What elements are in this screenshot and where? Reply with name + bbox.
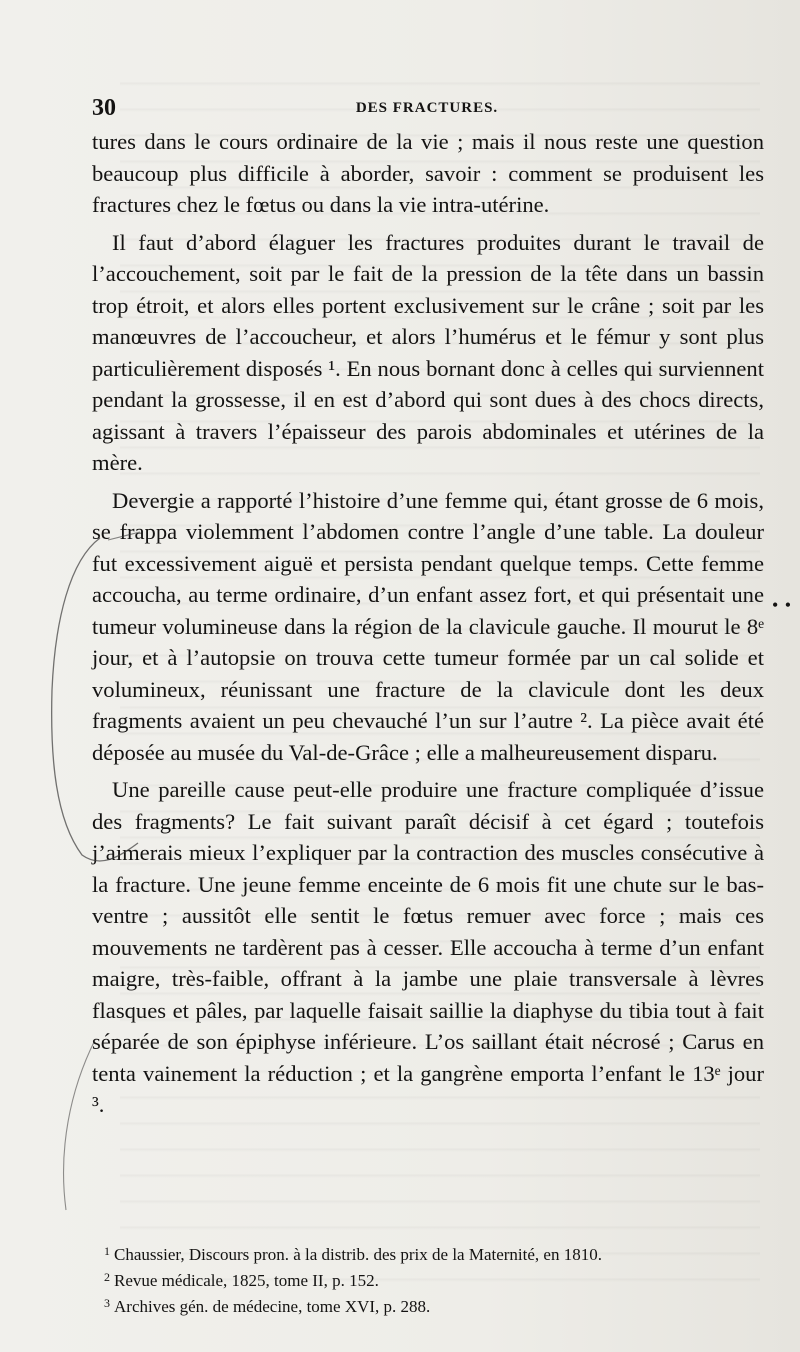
margin-dots: • • — [772, 595, 793, 615]
paragraph-fracture-compliquee: Une pareille cause peut-elle produire une fracture compliquée d’issue des fragments? Le fait suivant paraît décisif à cet égard ; toutefois j’aimerais mieux l’expliquer par la contraction des muscles consécutive à la fracture. Une jeune femme enceinte de 6 mois fit une chute sur le bas-ventre ; aussitôt elle sentit le fœtus remuer avec force ; mais ces mouvements ne tardèrent pas à cesser. Elle accoucha à terme d’un enfant maigre, très-faible, offrant à la jambe une plaie transversale à lèvres flasques et pâles, par laquelle faisait saillie la diaphyse du tibia tout à fait séparée de son épiphyse inférieure. L’os saillant était nécrosé ; Carus en tenta vainement la réduction ; et la gangrène emporta l’enfant le 13ᵉ jour ³. — [92, 777, 764, 1117]
paragraph-fractures-accouchement: Il faut d’abord élaguer les fractures produites durant le travail de l’accouchement, soit par le fait de la pression de la tête dans un bassin trop étroit, et alors elles portent exclusivement sur le crâne ; soit par les manœuvres de l’accoucheur, et alors l’humérus et le fémur y sont plus particulièrement disposés ¹. En nous bornant donc à celles qui surviennent pendant la grossesse, il en est d’abord qui sont dues à des chocs directs, agissant à travers l’épaisseur des parois abdominales et utérines de la mère. — [92, 229, 764, 475]
paragraph-continuation: tures dans le cours ordinaire de la vie ; mais il nous reste une question beaucoup plus difficile à aborder, savoir : comment se produisent les fractures chez le fœtus ou dans la vie intra-utérine. — [92, 129, 764, 217]
body-text — [92, 126, 764, 1121]
footnotes — [104, 1240, 764, 1318]
paragraph-devergie: Devergie a rapporté l’histoire d’une femme qui, étant grosse de 6 mois, se frappa violemment l’abdomen contre l’angle d’une table. La douleur fut excessivement aiguë et persista pendant quelque temps. Cette femme accoucha, au terme ordinaire, d’un enfant assez fort, et qui présentait une tumeur volumineuse dans la région de la clavicule gauche. Il mourut le 8ᵉ jour, et à l’autopsie on trouva cette tumeur formée par un cal solide et volumineux, réunissant une fracture de la clavicule dont les deux fragments avaient un peu chevauché l’un sur l’autre ². La pièce avait été déposée au musée du Val-de-Grâce ; elle a malheureusement disparu. — [92, 487, 764, 765]
footnote-2 — [104, 1266, 764, 1292]
page-header — [92, 95, 762, 125]
footnote-3 — [104, 1292, 764, 1318]
page-number: 30 — [92, 95, 116, 121]
footnote-1-mark: 1 — [104, 1244, 110, 1258]
footnote-2-mark: 2 — [104, 1270, 110, 1284]
footnote-1-text: Chaussier, Discours pron. à la distrib. des prix de la Maternité, en 1810. — [114, 1245, 602, 1264]
footnote-1 — [104, 1240, 764, 1266]
running-title: DES FRACTURES. — [355, 100, 499, 116]
footnote-3-text: Archives gén. de médecine, tome XVI, p. 288. — [114, 1297, 431, 1316]
footnote-3-mark: 3 — [104, 1296, 110, 1310]
footnote-2-text: Revue médicale, 1825, tome II, p. 152. — [114, 1271, 379, 1290]
